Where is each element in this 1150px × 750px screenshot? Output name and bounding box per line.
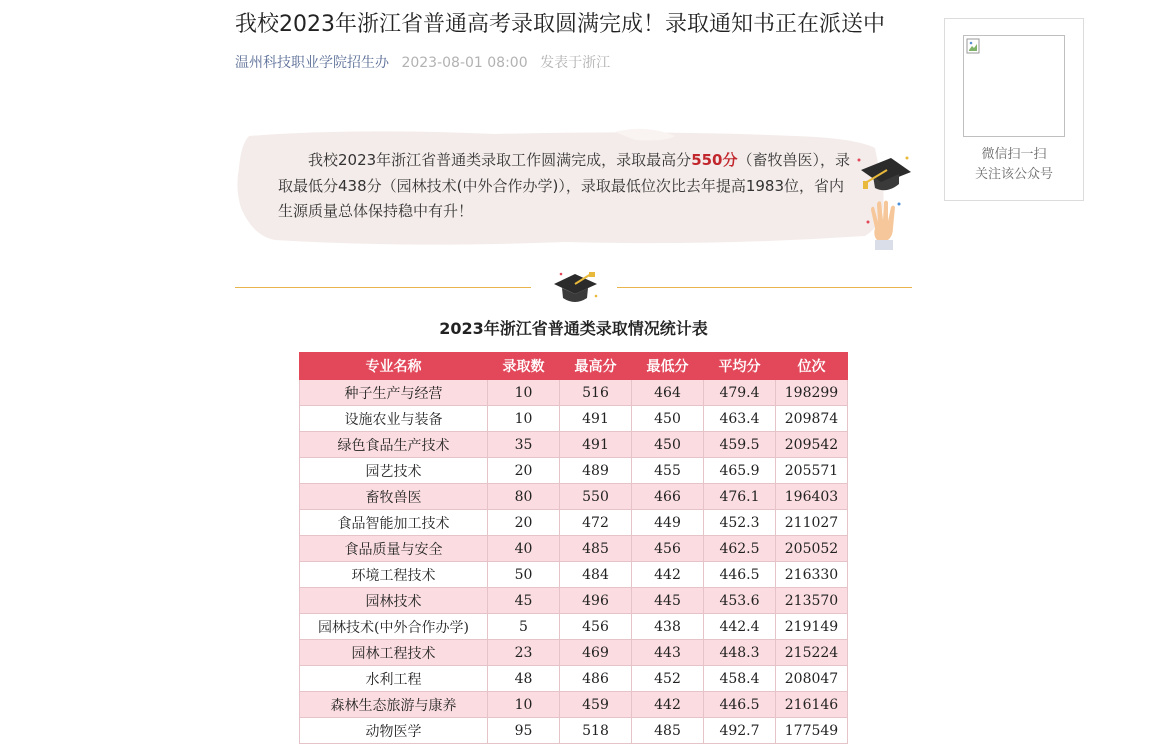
publish-date: 2023-08-01 08:00 xyxy=(401,55,528,71)
table-cell: 458.4 xyxy=(704,666,776,692)
column-header: 最高分 xyxy=(560,353,632,380)
publish-location: 发表于浙江 xyxy=(540,55,611,71)
table-cell: 472 xyxy=(560,510,632,536)
table-cell: 食品智能加工技术 xyxy=(300,510,488,536)
table-cell: 518 xyxy=(560,718,632,744)
table-cell: 550 xyxy=(560,484,632,510)
table-cell: 10 xyxy=(488,380,560,406)
table-cell: 219149 xyxy=(776,614,848,640)
table-cell: 40 xyxy=(488,536,560,562)
table-cell: 453.6 xyxy=(704,588,776,614)
table-cell: 205571 xyxy=(776,458,848,484)
table-cell: 446.5 xyxy=(704,692,776,718)
qr-caption-line1: 微信扫一扫 xyxy=(981,147,1047,162)
table-cell: 216146 xyxy=(776,692,848,718)
table-cell: 491 xyxy=(560,432,632,458)
table-cell: 450 xyxy=(632,432,704,458)
table-cell: 459.5 xyxy=(704,432,776,458)
table-cell: 465.9 xyxy=(704,458,776,484)
table-row xyxy=(300,666,848,692)
qr-code-panel xyxy=(944,18,1084,201)
table-cell: 486 xyxy=(560,666,632,692)
column-header: 专业名称 xyxy=(300,353,488,380)
table-cell: 215224 xyxy=(776,640,848,666)
table-cell: 485 xyxy=(560,536,632,562)
table-row xyxy=(300,692,848,718)
table-row xyxy=(300,640,848,666)
table-cell: 448.3 xyxy=(704,640,776,666)
raised-hand-icon xyxy=(865,198,903,250)
table-cell: 438 xyxy=(632,614,704,640)
table-cell: 484 xyxy=(560,562,632,588)
table-cell: 20 xyxy=(488,458,560,484)
table-cell: 5 xyxy=(488,614,560,640)
article-meta xyxy=(235,53,610,73)
table-cell: 489 xyxy=(560,458,632,484)
table-cell: 446.5 xyxy=(704,562,776,588)
table-cell: 462.5 xyxy=(704,536,776,562)
table-cell: 10 xyxy=(488,692,560,718)
table-cell: 442 xyxy=(632,692,704,718)
table-cell: 园林技术 xyxy=(300,588,488,614)
divider-line-left xyxy=(235,287,531,288)
table-row xyxy=(300,458,848,484)
account-name-link[interactable]: 温州科技职业学院招生办 xyxy=(235,55,389,71)
table-cell: 443 xyxy=(632,640,704,666)
table-cell: 设施农业与装备 xyxy=(300,406,488,432)
table-cell: 455 xyxy=(632,458,704,484)
table-row xyxy=(300,718,848,744)
table-cell: 48 xyxy=(488,666,560,692)
table-cell: 442 xyxy=(632,562,704,588)
table-row xyxy=(300,536,848,562)
intro-paragraph: 我校2023年浙江省普通类录取工作圆满完成，录取最高分550分（畜牧兽医），录取最低分438分（园林技术(中外合作办学)），录取最低位次比去年提高1983位，省内生源质量总体保持稳中有升！ xyxy=(278,151,851,220)
table-cell: 177549 xyxy=(776,718,848,744)
table-cell: 20 xyxy=(488,510,560,536)
table-cell: 216330 xyxy=(776,562,848,588)
table-cell: 209542 xyxy=(776,432,848,458)
section-divider xyxy=(235,270,912,310)
table-cell: 469 xyxy=(560,640,632,666)
column-header: 录取数 xyxy=(488,353,560,380)
table-title: 2023年浙江省普通类录取情况统计表 xyxy=(439,319,708,338)
table-row xyxy=(300,614,848,640)
table-cell: 209874 xyxy=(776,406,848,432)
table-cell: 水利工程 xyxy=(300,666,488,692)
table-row xyxy=(300,406,848,432)
divider-line-right xyxy=(617,287,912,288)
admission-stats-table xyxy=(299,352,848,744)
column-header: 平均分 xyxy=(704,353,776,380)
table-cell: 464 xyxy=(632,380,704,406)
table-row xyxy=(300,588,848,614)
table-cell: 95 xyxy=(488,718,560,744)
table-cell: 198299 xyxy=(776,380,848,406)
article-title: 我校2023年浙江省普通高考录取圆满完成！录取通知书正在派送中 xyxy=(235,12,885,37)
table-cell: 食品质量与安全 xyxy=(300,536,488,562)
table-cell: 459 xyxy=(560,692,632,718)
table-cell: 456 xyxy=(632,536,704,562)
table-cell: 452.3 xyxy=(704,510,776,536)
table-cell: 491 xyxy=(560,406,632,432)
table-cell: 442.4 xyxy=(704,614,776,640)
intro-banner xyxy=(235,128,912,248)
table-row xyxy=(300,562,848,588)
table-cell: 45 xyxy=(488,588,560,614)
table-header-row xyxy=(300,353,848,380)
table-cell: 449 xyxy=(632,510,704,536)
table-cell: 463.4 xyxy=(704,406,776,432)
table-cell: 479.4 xyxy=(704,380,776,406)
table-row xyxy=(300,432,848,458)
table-cell: 450 xyxy=(632,406,704,432)
table-cell: 35 xyxy=(488,432,560,458)
table-cell: 466 xyxy=(632,484,704,510)
column-header: 位次 xyxy=(776,353,848,380)
graduation-cap-icon xyxy=(551,270,601,308)
table-cell: 23 xyxy=(488,640,560,666)
table-row xyxy=(300,484,848,510)
table-cell: 森林生态旅游与康养 xyxy=(300,692,488,718)
table-cell: 492.7 xyxy=(704,718,776,744)
table-cell: 园林技术(中外合作办学) xyxy=(300,614,488,640)
table-cell: 208047 xyxy=(776,666,848,692)
qr-caption-line2: 关注该公众号 xyxy=(974,167,1053,182)
table-cell: 452 xyxy=(632,666,704,692)
table-cell: 动物医学 xyxy=(300,718,488,744)
table-cell: 环境工程技术 xyxy=(300,562,488,588)
table-row xyxy=(300,380,848,406)
table-cell: 476.1 xyxy=(704,484,776,510)
column-header: 最低分 xyxy=(632,353,704,380)
qr-code-image[interactable] xyxy=(963,35,1065,137)
table-cell: 80 xyxy=(488,484,560,510)
table-cell: 485 xyxy=(632,718,704,744)
graduation-cap-icon xyxy=(857,154,915,194)
table-cell: 畜牧兽医 xyxy=(300,484,488,510)
table-cell: 496 xyxy=(560,588,632,614)
table-cell: 绿色食品生产技术 xyxy=(300,432,488,458)
highest-score-highlight: 550分 xyxy=(691,151,738,169)
table-cell: 211027 xyxy=(776,510,848,536)
table-row xyxy=(300,510,848,536)
table-cell: 园艺技术 xyxy=(300,458,488,484)
table-cell: 205052 xyxy=(776,536,848,562)
table-cell: 445 xyxy=(632,588,704,614)
broken-image-icon xyxy=(966,38,980,54)
table-cell: 213570 xyxy=(776,588,848,614)
table-cell: 种子生产与经营 xyxy=(300,380,488,406)
table-cell: 196403 xyxy=(776,484,848,510)
table-cell: 50 xyxy=(488,562,560,588)
table-cell: 456 xyxy=(560,614,632,640)
table-cell: 10 xyxy=(488,406,560,432)
table-cell: 园林工程技术 xyxy=(300,640,488,666)
table-cell: 516 xyxy=(560,380,632,406)
